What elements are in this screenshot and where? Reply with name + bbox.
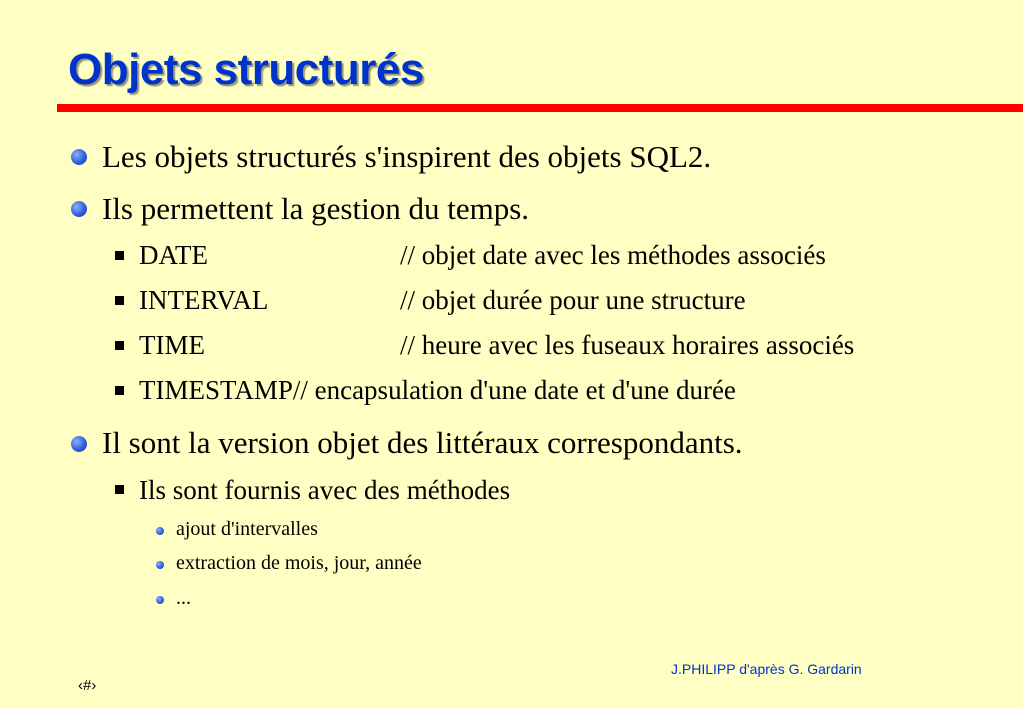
bullet-text: Les objets structurés s'inspirent des objets SQL2. [102, 139, 712, 174]
type-name: TIMESTAMP// encapsulation d'une date et d'une durée [139, 375, 736, 405]
small-bullet-icon [156, 527, 164, 535]
bullet-icon [71, 436, 87, 452]
type-comment: // objet durée pour une structure [400, 285, 746, 315]
bullet-icon [71, 201, 87, 217]
square-bullet-icon [115, 485, 124, 494]
slide-title: Objets structurés [68, 45, 424, 94]
type-comment: // heure avec les fuseaux horaires associés [400, 330, 855, 360]
list-item: extraction de mois, jour, année [176, 552, 422, 574]
page-number: ‹#› [78, 677, 97, 694]
square-bullet-icon [115, 341, 124, 350]
title-underline [57, 104, 1023, 112]
square-bullet-icon [115, 386, 124, 395]
bullet-text: Ils permettent la gestion du temps. [102, 191, 530, 226]
square-bullet-icon [115, 251, 124, 260]
type-name: DATE [139, 240, 208, 270]
sub-bullet-text: Ils sont fournis avec des méthodes [139, 475, 511, 505]
footer-author: J.PHILIPP d'après G. Gardarin [671, 661, 862, 677]
type-comment: // objet date avec les méthodes associés [400, 240, 826, 270]
type-name: TIME [139, 330, 205, 360]
small-bullet-icon [156, 596, 164, 604]
small-bullet-icon [156, 561, 164, 569]
type-name: INTERVAL [139, 285, 269, 315]
square-bullet-icon [115, 296, 124, 305]
bullet-icon [71, 149, 87, 165]
list-item: ajout d'intervalles [176, 518, 318, 540]
bullet-text: Il sont la version objet des littéraux correspondants. [102, 425, 743, 460]
list-item: ... [176, 587, 191, 609]
